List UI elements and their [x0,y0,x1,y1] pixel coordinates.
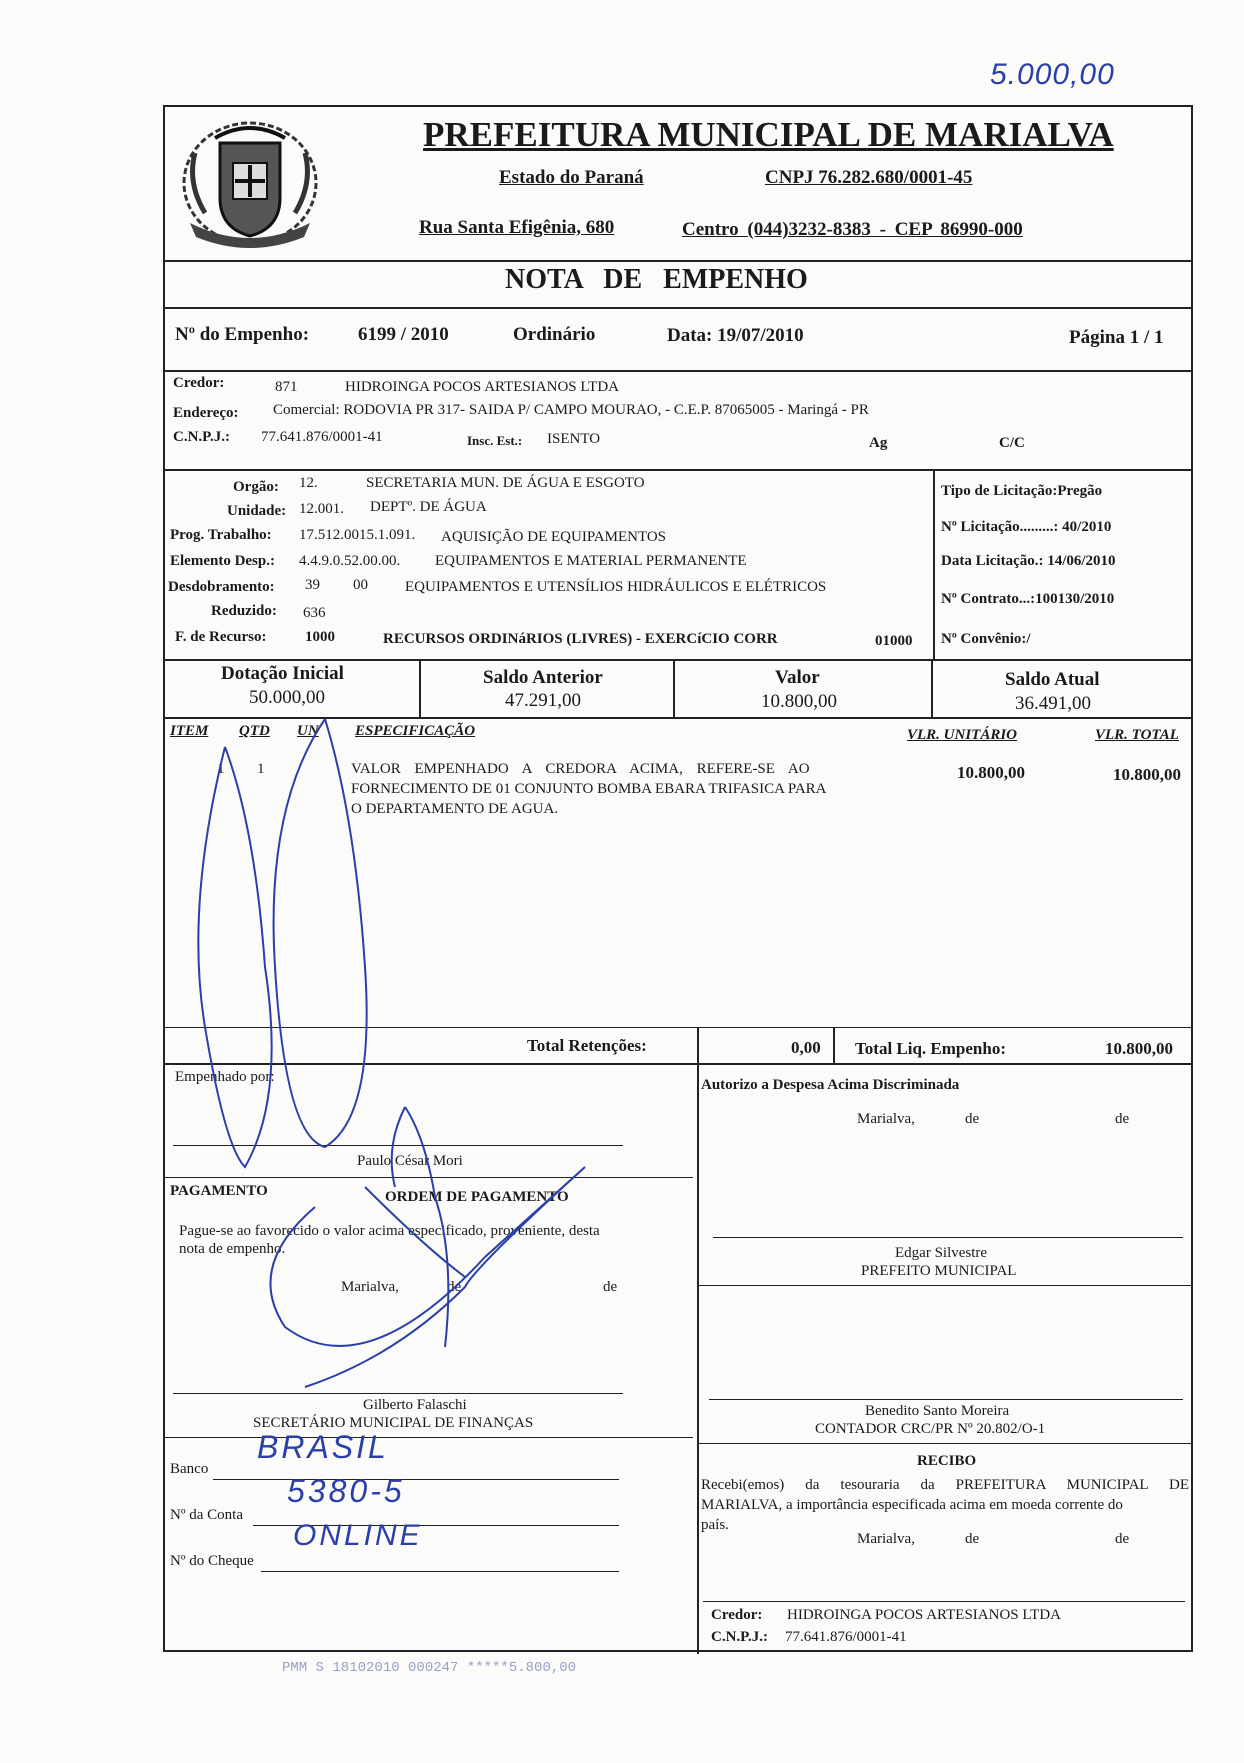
elemento-label: Elemento Desp.: [170,553,275,569]
reduzido-value: 636 [303,605,326,621]
valor-value: 10.800,00 [761,691,837,712]
credor-cnpj: 77.641.876/0001-41 [261,429,383,445]
col-item: ITEM [170,723,209,739]
autorizo-place: Marialva, [857,1111,915,1127]
contador-name: Benedito Santo Moreira [865,1403,1010,1419]
recibo-place: Marialva, [857,1531,915,1547]
credor-name: HIDROINGA POCOS ARTESIANOS LTDA [345,379,619,395]
saldo-atual-label: Saldo Atual [1005,669,1100,690]
dotacao-inicial-value: 50.000,00 [249,687,325,708]
elemento-name: EQUIPAMENTOS E MATERIAL PERMANENTE [435,553,747,569]
empenhado-por-name: Paulo César Mori [357,1153,463,1169]
street-address: Rua Santa Efigênia, 680 [419,217,615,238]
municipality-title: PREFEITURA MUNICIPAL DE MARIALVA [423,115,1114,154]
insc-value: ISENTO [547,431,601,447]
cc-label: C/C [999,435,1025,451]
desdobramento-code2: 00 [353,577,368,593]
credor-code: 871 [275,379,298,395]
unidade-label: Unidade: [227,503,287,519]
elemento-code: 4.4.9.0.52.00.00. [299,553,401,569]
desdobramento-name: EQUIPAMENTOS E UTENSÍLIOS HIDRÁULICOS E ELÉTRICOS [405,579,827,595]
saldo-anterior-value: 47.291,00 [505,690,581,711]
address-label: Endereço: [173,405,239,421]
desdobramento-label: Desdobramento: [168,579,275,595]
validation-stamp: PMM S 18102010 000247 *****5.800,00 [282,1660,577,1676]
document-title: NOTA DE EMPENHO [505,264,808,295]
empenho-label: Nº do Empenho: [175,324,310,345]
pagamento-de2: de [603,1279,618,1295]
col-un: UN [297,723,319,739]
recibo-credor-name: HIDROINGA POCOS ARTESIANOS LTDA [787,1607,1061,1623]
total-liquido-value: 10.800,00 [1105,1039,1173,1058]
valor-label: Valor [775,667,820,688]
empenho-date: Data: 19/07/2010 [667,325,804,346]
saldo-anterior-label: Saldo Anterior [483,667,603,688]
fonte-code2: 01000 [875,633,913,649]
handwritten-signatures [165,107,1195,1654]
reduzido-label: Reduzido: [211,603,277,619]
pagamento-text2: nota de empenho. [179,1241,286,1257]
page-number: Página 1 / 1 [1069,327,1164,348]
recibo-de2: de [1115,1531,1130,1547]
nota-frame [163,105,1193,1652]
conta-label: Nº da Conta [170,1507,243,1523]
item-qtd: 1 [257,761,265,777]
total-liquido-label: Total Liq. Empenho: [855,1039,1006,1058]
empenho-number: 6199 / 2010 [358,324,449,345]
cheque-label: Nº do Cheque [170,1553,254,1569]
orgao-label: Orgão: [233,479,279,495]
recibo-text1: Recebi(emos) da tesouraria da PREFEITURA MUNICIPAL DE [701,1477,1189,1493]
dotacao-inicial-label: Dotação Inicial [221,663,344,684]
licitacao-data: Data Licitação.: 14/06/2010 [941,553,1116,569]
col-valor-unitario: VLR. UNITÁRIO [907,727,1018,743]
recibo-de1: de [965,1531,980,1547]
col-valor-total: VLR. TOTAL [1095,727,1179,743]
desdobramento-code1: 39 [305,577,320,593]
credor-label: Credor: [173,375,225,391]
retencoes-label: Total Retenções: [527,1036,647,1055]
prefeito-role: PREFEITO MUNICIPAL [861,1263,1017,1279]
prog-label: Prog. Trabalho: [170,527,272,543]
licitacao-tipo: Tipo de Licitação:Pregão [941,483,1103,499]
banco-value: BRASIL [257,1429,389,1465]
empenho-type: Ordinário [513,324,596,345]
autorizo-de1: de [965,1111,980,1127]
recibo-credor-label: Credor: [711,1607,763,1623]
prefeito-name: Edgar Silvestre [895,1245,988,1261]
unidade-name: DEPTº. DE ÁGUA [370,499,487,515]
cheque-value: ONLINE [293,1519,423,1552]
insc-label: Insc. Est.: [467,433,523,448]
district-phone-cep: Centro (044)3232-8383 - CEP 86990-000 [682,219,1023,240]
item-desc-line2: FORNECIMENTO DE 01 CONJUNTO BOMBA EBARA TRIFASICA PARA [351,781,827,797]
pagamento-text1: Pague-se ao favorecido o valor acima especificado, proveniente, desta [179,1223,600,1239]
pagamento-de1: de [447,1279,462,1295]
col-qtd: QTD [239,723,270,739]
banco-label: Banco [170,1461,209,1477]
state-name: Estado do Paraná [499,167,644,188]
conta-value: 5380-5 [287,1473,405,1509]
handwritten-amount: 5.000,00 [990,58,1115,91]
credor-address: Comercial: RODOVIA PR 317- SAIDA P/ CAMPO MOURAO, - C.E.P. 87065005 - Maringá - PR [273,402,869,418]
autorizo-de2: de [1115,1111,1130,1127]
item-unit-value: 10.800,00 [957,763,1025,782]
secretario-name: Gilberto Falaschi [363,1397,467,1413]
empenhado-por-label: Empenhado por: [175,1069,275,1085]
item-number: 1 [217,761,225,777]
autorizo-label: Autorizo a Despesa Acima Discriminada [701,1077,960,1093]
licitacao-convenio: Nº Convênio:/ [941,631,1031,647]
orgao-name: SECRETARIA MUN. DE ÁGUA E ESGOTO [366,475,645,491]
item-desc-line1: VALOR EMPENHADO A CREDORA ACIMA, REFERE-SE AO [351,761,810,777]
recibo-title: RECIBO [917,1453,977,1469]
item-total-value: 10.800,00 [1113,765,1181,784]
saldo-atual-value: 36.491,00 [1015,693,1091,714]
recibo-cnpj-value: 77.641.876/0001-41 [785,1629,907,1645]
fonte-label: F. de Recurso: [175,629,267,645]
col-especificacao: ESPECIFICAÇÃO [355,723,476,739]
recibo-text3: país. [701,1517,729,1533]
item-desc-line3: O DEPARTAMENTO DE AGUA. [351,801,559,817]
prog-name: AQUISIÇÃO DE EQUIPAMENTOS [441,529,667,545]
contador-role: CONTADOR CRC/PR Nº 20.802/O-1 [815,1421,1046,1437]
recibo-cnpj-label: C.N.P.J.: [711,1629,768,1645]
retencoes-value: 0,00 [791,1038,821,1057]
licitacao-numero: Nº Licitação.........: 40/2010 [941,519,1112,535]
pagamento-title: PAGAMENTO [170,1183,268,1199]
cnpj-label: C.N.P.J.: [173,429,230,445]
pagamento-place: Marialva, [341,1279,399,1295]
secretario-role: SECRETÁRIO MUNICIPAL DE FINANÇAS [253,1415,534,1431]
fonte-code: 1000 [305,629,335,645]
unidade-code: 12.001. [299,501,344,517]
ordem-pagamento-title: ORDEM DE PAGAMENTO [385,1189,569,1205]
recibo-text2: MARIALVA, a importância especificada acima em moeda corrente do [701,1497,1123,1513]
fonte-name: RECURSOS ORDINáRIOS (LIVRES) - EXERCíCIO CORR [383,631,778,647]
orgao-code: 12. [299,475,318,491]
prog-code: 17.512.0015.1.091. [299,527,416,543]
ag-label: Ag [869,435,888,451]
licitacao-contrato: Nº Contrato...:100130/2010 [941,591,1115,607]
cnpj-header: CNPJ 76.282.680/0001-45 [765,167,973,188]
